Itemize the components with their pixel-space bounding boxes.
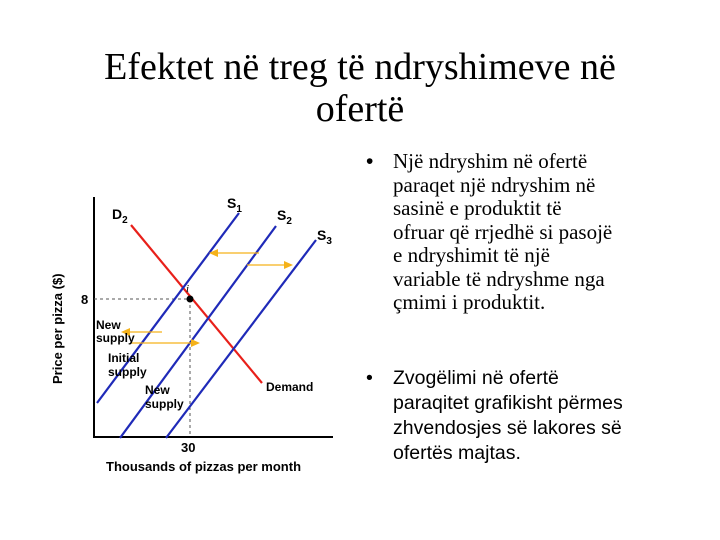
bullet-line: çmimi i produktit. [393, 290, 546, 314]
equilibrium-label: i [186, 283, 190, 295]
bullet-text [393, 150, 696, 315]
demand-end-label: Demand [266, 380, 314, 394]
bullet-line: Një ndryshim në ofertë [393, 149, 588, 173]
bullet-text [393, 366, 696, 466]
bullet-supply-change [366, 150, 696, 315]
shift-arrow-middle [247, 261, 293, 269]
bullet-line: paraqet një ndryshim në [393, 172, 596, 197]
x-tick-label: 30 [181, 440, 196, 455]
demand-curve [131, 225, 262, 383]
slide-title-line1: Efektet në treg të ndryshimeve në [104, 46, 616, 88]
bullet-line: variable të ndryshme nga [393, 266, 605, 291]
shift-arrow-left-lower [131, 339, 200, 347]
y-axis-label: Price per pizza ($) [50, 273, 65, 384]
new-supply-left-label: New supply [96, 318, 135, 345]
new-supply-right-label: New supply [145, 383, 184, 411]
initial-supply-label: Initial supply [108, 351, 147, 379]
supply-curve-s3-name: $S_3$ [317, 227, 332, 247]
demand-curve-name: $D_2$ [112, 206, 128, 226]
bullet-line: Zvogëlimi në ofertë [393, 367, 559, 389]
equilibrium-point [187, 296, 194, 303]
bullet-marker: • [366, 367, 373, 389]
supply-curve-s2-name: $S_2$ [277, 207, 292, 227]
bullet-line: e ndryshimit të një [393, 243, 550, 267]
bullet-supply-decrease [366, 366, 696, 466]
x-axis-label: Thousands of pizzas per month [106, 459, 302, 474]
supply-curve-s3 [166, 240, 316, 438]
bullet-line: zhvendosjes së lakores së [393, 417, 622, 439]
supply-curve-s1-name: $S_1$ [227, 195, 242, 215]
bullet-marker: • [366, 150, 374, 173]
shift-arrow-top [209, 249, 259, 257]
slide-title-line2: ofertë [315, 88, 405, 130]
bullet-line: sasinë e produktit të [393, 196, 562, 220]
bullet-line: paraqitet grafikisht përmes [393, 392, 623, 414]
y-tick-label: 8 [81, 292, 89, 307]
bullet-line: ofruar që rrjedhë si pasojë [393, 219, 613, 244]
bullet-line: ofertës majtas. [393, 442, 521, 464]
